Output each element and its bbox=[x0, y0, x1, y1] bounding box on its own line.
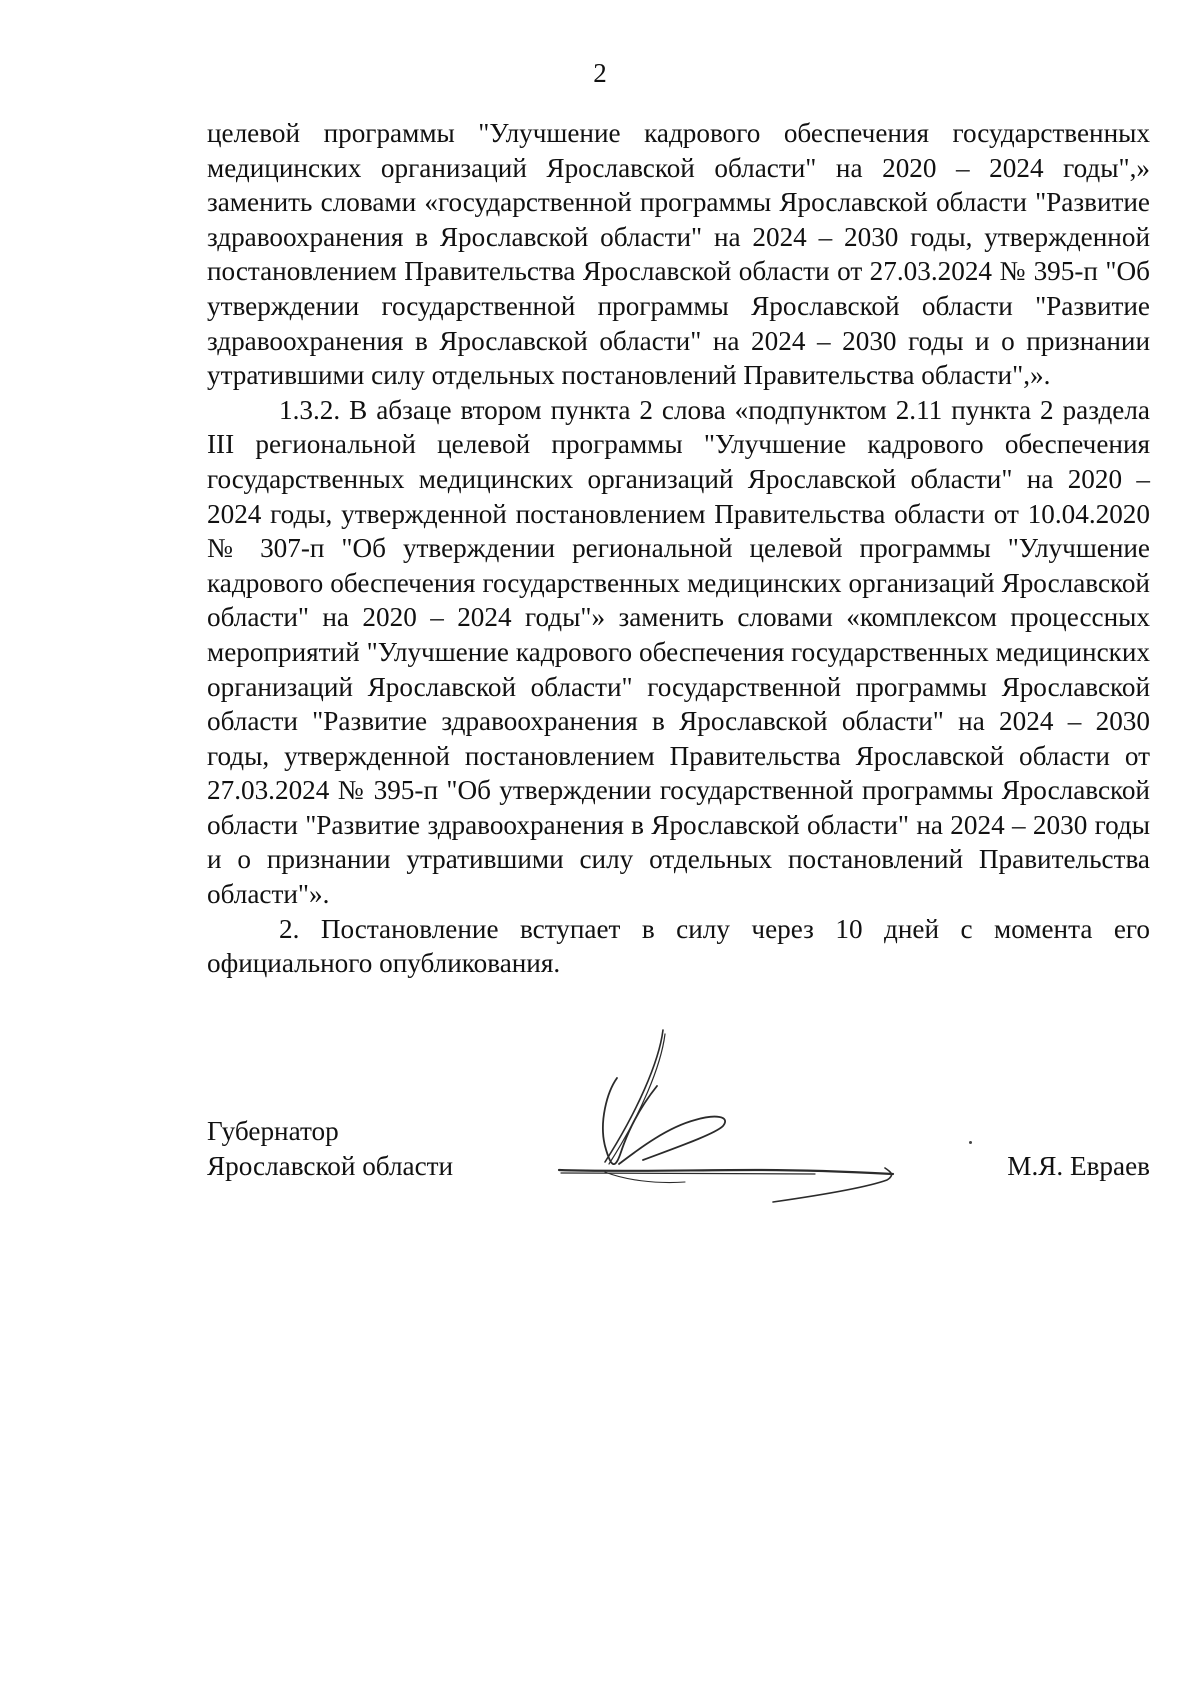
signer-position-line-2: Ярославской области bbox=[207, 1150, 454, 1181]
paragraph-1-3-2: 1.3.2. В абзаце втором пункта 2 слова «подпунктом 2.11 пункта 2 раздела III региональной целевой программы "Улучшение кадрового обеспечения государственных медицинских организаций Ярославской области" на 2020 – 2024 годы, утвержденной постановлением Правительства области от 10.04.2020 № 307-п "Об утверждении региональной целевой программы "Улучшение кадрового обеспечения государственных медицинских организаций Ярославской области" на 2020 – 2024 годы"» заменить словами «комплексом процессных мероприятий "Улучшение кадрового обеспечения государственных медицинских организаций Ярославской области" государственной программы Ярославской области "Развитие здравоохранения в Ярославской области" на 2024 – 2030 годы, утвержденной постановлением Правительства Ярославской области от 27.03.2024 № 395-п "Об утверждении государственной программы Ярославской области "Развитие здравоохранения в Ярославской области" на 2024 – 2030 годы и о признании утратившими силу отдельных постановлений Правительства области"». bbox=[207, 394, 1150, 910]
signer-position bbox=[207, 1114, 453, 1183]
paragraph-continuation: целевой программы "Улучшение кадрового обеспечения государственных медицинских организаций Ярославской области" на 2020 – 2024 годы",» заменить словами «государственной программы Ярославской области "Развитие здравоохранения в Ярославской области" на 2024 – 2030 годы, утвержденной постановлением Правительства Ярославской области от 27.03.2024 № 395-п "Об утверждении государственной программы Ярославской области "Развитие здравоохранения в Ярославской области" на 2024 – 2030 годы и о признании утратившими силу отдельных постановлений Правительства области",». bbox=[207, 118, 1150, 391]
handwritten-signature bbox=[555, 1022, 915, 1217]
paragraph-2-effective-date: 2. Постановление вступает в силу через 10 дней с момента его официального опубликования. bbox=[207, 913, 1150, 979]
signer-name: М.Я. Евраев bbox=[1007, 1150, 1150, 1181]
signature-dot bbox=[969, 1141, 972, 1144]
document-body bbox=[207, 116, 1150, 981]
signer-position-line-1: Губернатор bbox=[207, 1116, 339, 1146]
page-number: 2 bbox=[593, 58, 607, 88]
